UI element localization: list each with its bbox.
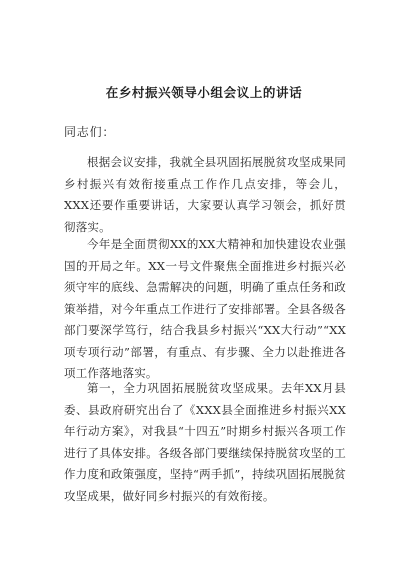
paragraph-2: 今年是全面贯彻XX的XX大精神和加快建设农业强国的开局之年。XX一号文件聚焦全面推进乡村振兴必须守牢的底线、急需解决的问题，明确了重点任务和政策举措，对今年重点工作进行了安排部署。全县各级各部门要深学笃行，结合我县乡村振兴“XX大行动”“XX项专项行动”部署，有重点、有步骤、全力以赴推进各项工作落地落实。: [64, 237, 346, 380]
paragraph-3: 第一，全力巩固拓展脱贫攻坚成果。去年XX月县委、县政府研究出台了《XXX县全面推进乡村振兴XX年行动方案》，对我县“十四五”时期乡村振兴各项工作进行了具体安排。各级各部门要继续保持脱贫攻坚的工作力度和政策强度，坚持“两手抓”，持续巩固拓展脱贫攻坚成果，做好同乡村振兴的有效衔接。: [64, 381, 346, 503]
salutation: 同志们：: [64, 125, 116, 139]
paragraph-1: 根据会议安排，我就全县巩固拓展脱贫攻坚成果同乡村振兴有效衔接重点工作作几点安排，等会儿，XXX还要作重要讲话，大家要认真学习领会，抓好贯彻落实。: [64, 155, 346, 234]
document-title: 在乡村振兴领导小组会议上的讲话: [105, 85, 303, 100]
